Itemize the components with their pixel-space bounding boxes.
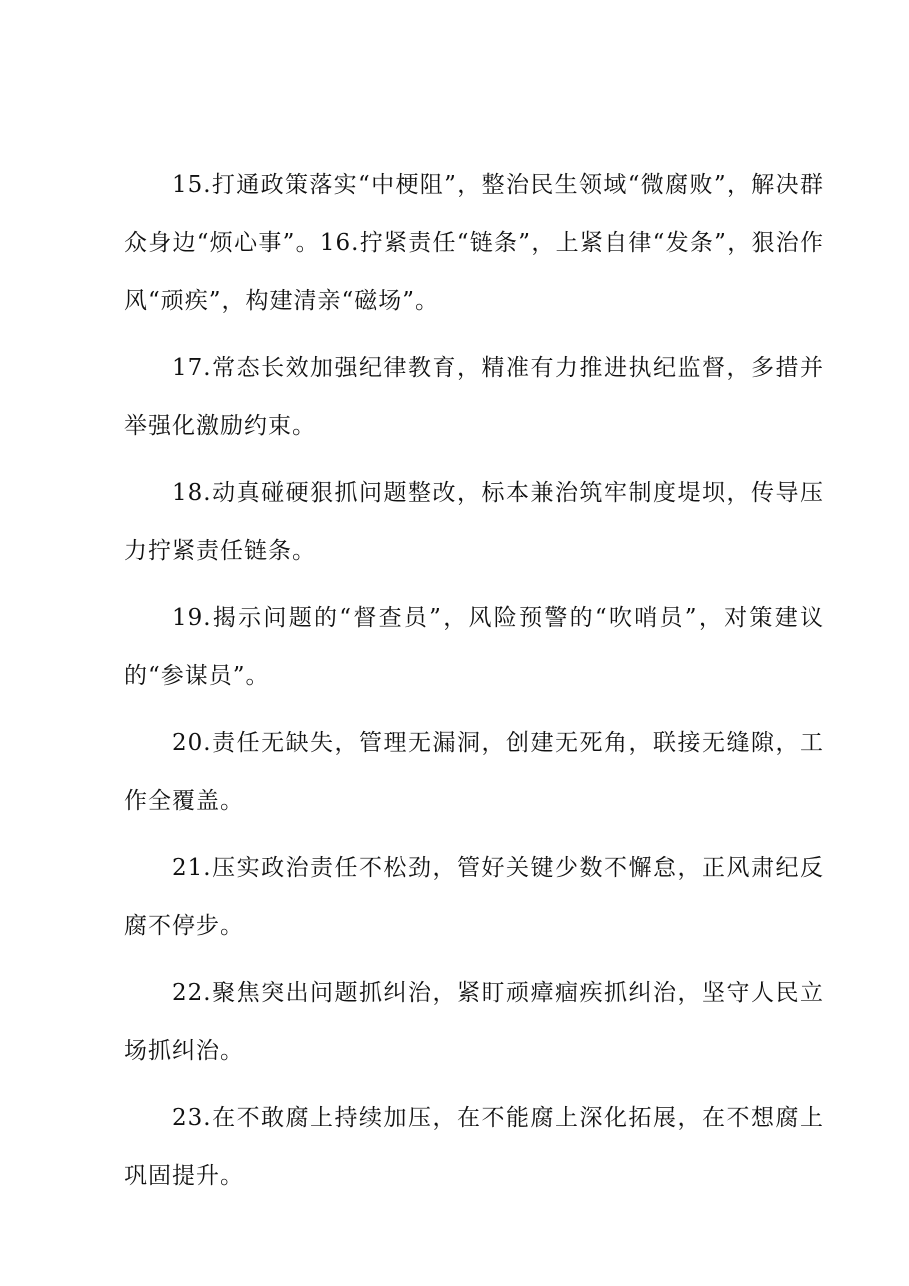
paragraph-23: 23.在不敢腐上持续加压，在不能腐上深化拓展，在不想腐上巩固提升。 — [124, 1105, 824, 1189]
paragraph-21: 21.压实政治责任不松劲，管好关键少数不懈怠，正风肃纪反腐不停步。 — [124, 855, 824, 939]
paragraph-22: 22.聚焦突出问题抓纠治，紧盯顽瘴痼疾抓纠治，坚守人民立场抓纠治。 — [124, 980, 824, 1064]
paragraph-20: 20.责任无缺失，管理无漏洞，创建无死角，联接无缝隙，工作全覆盖。 — [124, 730, 824, 814]
paragraph-19: 19.揭示问题的“督查员”，风险预警的“吹哨员”，对策建议的“参谋员”。 — [124, 605, 824, 689]
paragraph-17: 17.常态长效加强纪律教育，精准有力推进执纪监督，多措并举强化激励约束。 — [124, 355, 824, 439]
paragraph-15-16: 15.打通政策落实“中梗阻”，整治民生领域“微腐败”，解决群众身边“烦心事”。16.拧紧责任“链条”，上紧自律“发条”，狠治作风“顽疾”，构建清亲“磁场”。 — [124, 172, 824, 314]
document-body — [124, 156, 824, 1214]
paragraph-18: 18.动真碰硬狠抓问题整改，标本兼治筑牢制度堤坝，传导压力拧紧责任链条。 — [124, 480, 824, 564]
